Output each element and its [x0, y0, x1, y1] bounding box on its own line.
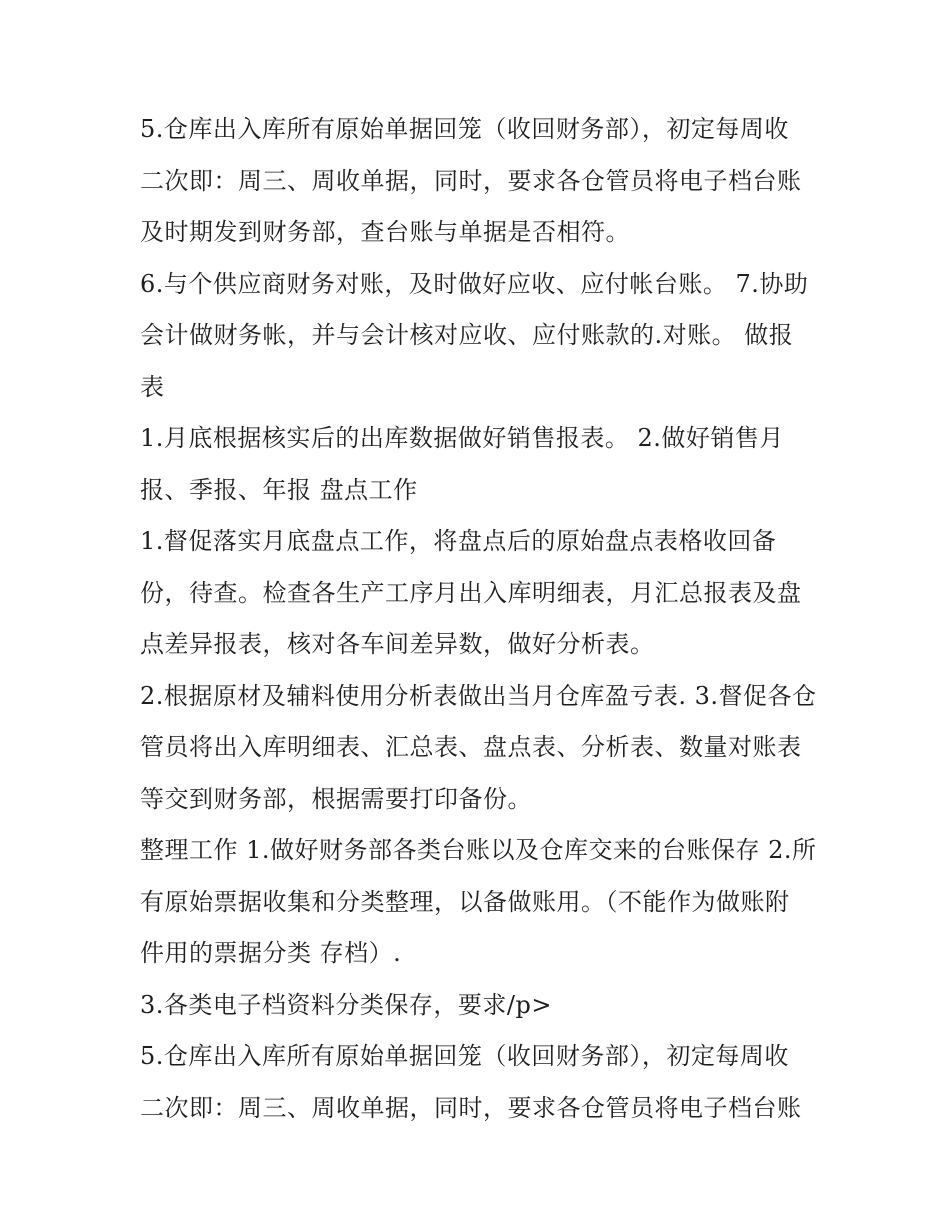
text-line: 件用的票据分类 存档）. — [140, 939, 402, 967]
text-line: 等交到财务部，根据需要打印备份。 — [140, 784, 532, 813]
paragraph-8 — [140, 1031, 820, 1134]
paragraph-1 — [140, 104, 820, 259]
paragraph-4 — [140, 516, 820, 671]
text-line: 表 — [140, 372, 165, 401]
text-line: 5.仓库出入库所有原始单据回笼（收回财务部），初定每周收 — [140, 115, 789, 143]
paragraph-6 — [140, 825, 820, 980]
text-line: 份，待查。检查各生产工序月出入库明细表，月汇总报表及盘 — [140, 578, 802, 607]
text-line: 1.督促落实月底盘点工作，将盘点后的原始盘点表格收回备 — [140, 527, 777, 555]
text-line: 1.月底根据核实后的出库数据做好销售报表。 2.做好销售月 — [140, 424, 784, 452]
text-line: 2.根据原材及辅料使用分析表做出当月仓库盈亏表. 3.督促各仓 — [140, 681, 817, 710]
text-line: 3.各类电子档资料分类保存，要求/p> — [140, 990, 552, 1019]
text-line: 5.仓库出入库所有原始单据回笼（收回财务部），初定每周收 — [140, 1042, 789, 1070]
text-line: 会计做财务帐，并与会计核对应收、应付账款的.对账。 做报 — [140, 321, 794, 349]
paragraph-7 — [140, 980, 820, 1032]
text-line: 报、季报、年报 盘点工作 — [140, 475, 418, 504]
text-line: 6.与个供应商财务对账，及时做好应收、应付帐台账。 7.协助 — [140, 269, 809, 298]
text-line: 整理工作 1.做好财务部各类台账以及仓库交来的台账保存 2.所 — [140, 836, 817, 864]
paragraph-5 — [140, 671, 820, 826]
text-line: 二次即：周三、周收单据，同时，要求各仓管员将电子档台账 — [140, 1093, 802, 1122]
text-line: 管员将出入库明细表、汇总表、盘点表、分析表、数量对账表 — [140, 733, 802, 761]
document-body — [140, 104, 820, 1134]
paragraph-3 — [140, 413, 820, 516]
text-line: 二次即：周三、周收单据，同时，要求各仓管员将电子档台账 — [140, 166, 802, 195]
paragraph-2 — [140, 259, 820, 414]
text-line: 有原始票据收集和分类整理，以备做账用。（不能作为做账附 — [140, 887, 790, 916]
text-line: 及时期发到财务部，查台账与单据是否相符。 — [140, 218, 630, 246]
text-line: 点差异报表，核对各车间差异数，做好分析表。 — [140, 630, 655, 658]
